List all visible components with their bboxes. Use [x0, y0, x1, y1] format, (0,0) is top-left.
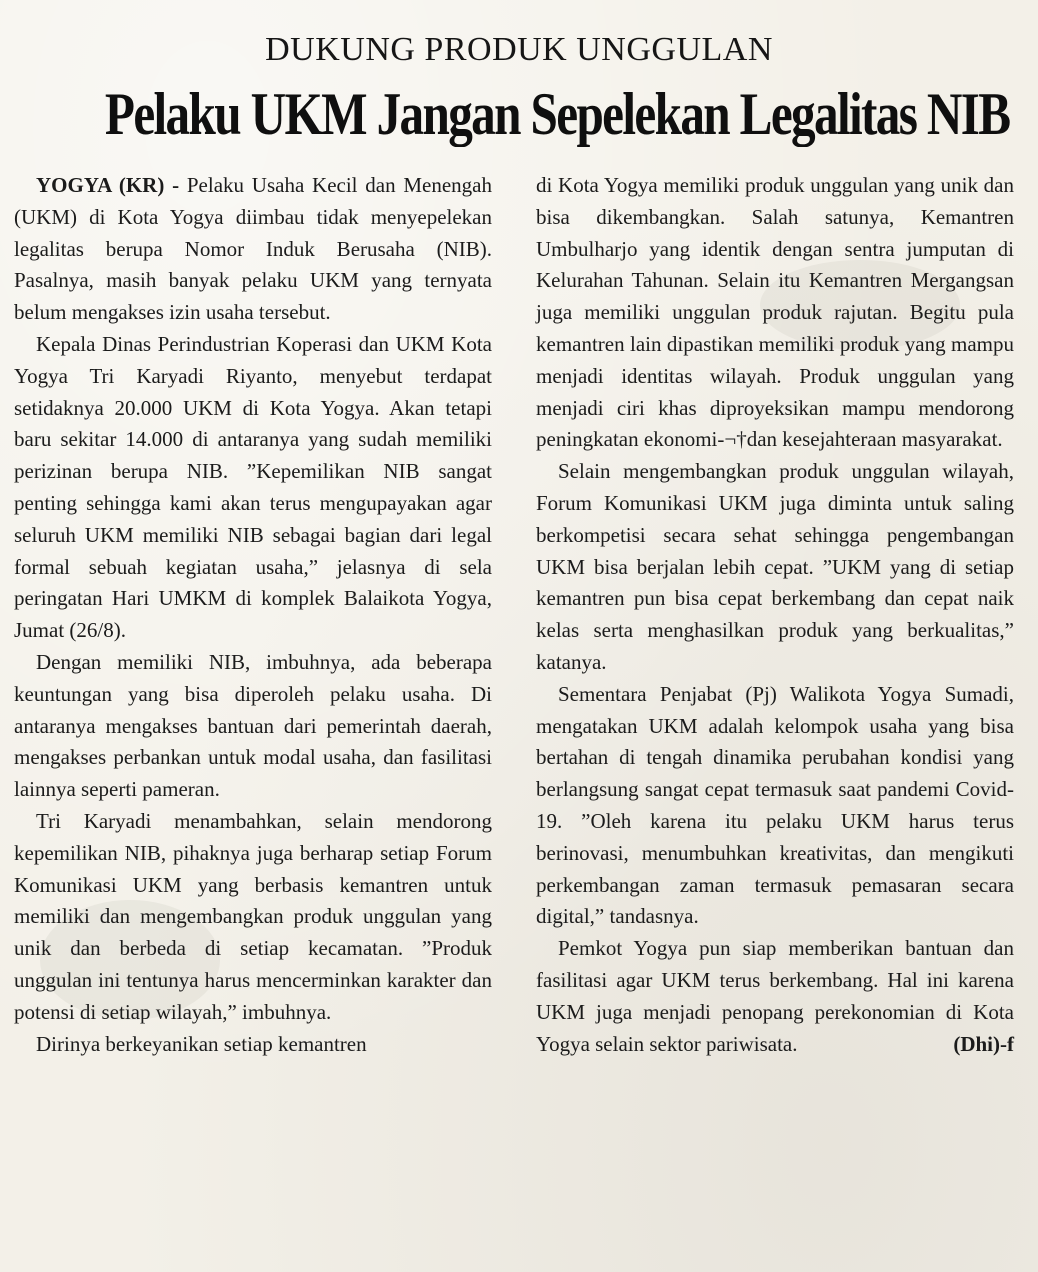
article-paragraph: Kepala Dinas Perindustrian Koperasi dan UKM Kota Yogya Tri Karyadi Riyanto, menyebut terdapat setidaknya 20.000 UKM di Kota Yogya. Akan tetapi baru sekitar 14.000 di antaranya yang sudah memiliki perizinan berupa NIB. ”Kepemilikan NIB sangat penting sehingga kami akan terus mengupayakan agar seluruh UKM memiliki NIB sebagai bagian dari legal formal sebuah kegiatan usaha,” jelasnya di sela peringatan Hari UMKM di komplek Balaikota Yogya, Jumat (26/8).: [14, 331, 492, 643]
article-body: [14, 170, 1014, 1250]
article-paragraph: Dengan memiliki NIB, imbuhnya, ada beberapa keuntungan yang bisa diperoleh pelaku usaha. Di antaranya mengakses bantuan dari pemerintah daerah, mengakses perbankan untuk modal usaha, dan fasilitasi lainnya seperti pameran.: [14, 649, 492, 802]
article-paragraph-text: Pelaku Usaha Kecil dan Menengah (UKM) di Kota Yogya diimbau tidak menyepelekan legalitas berupa Nomor Induk Berusaha (NIB). Pasalnya, masih banyak pelaku UKM yang ternyata belum mengakses izin usaha tersebut.: [14, 173, 492, 325]
article-paragraph: Tri Karyadi menambahkan, selain mendorong kepemilikan NIB, pihaknya juga berharap setiap Forum Komunikasi UKM yang berbasis kemantren untuk memiliki dan mengembangkan produk unggulan yang unik dan berbeda di setiap kecamatan. ”Produk unggulan ini tentunya harus mencerminkan karakter dan potensi di setiap wilayah,” imbuhnya.: [14, 808, 492, 1024]
article-column-left: [14, 170, 492, 1250]
article-kicker: DUKUNG PRODUK UNGGULAN: [265, 31, 773, 68]
article-paragraph: Dirinya berkeyanikan setiap kemantren: [36, 1031, 367, 1056]
article-paragraph: [536, 933, 1014, 1060]
article-paragraph: Sementara Penjabat (Pj) Walikota Yogya Sumadi, mengatakan UKM adalah kelompok usaha yang bisa bertahan di tengah dinamika perubahan kondisi yang berlangsung sangat cepat termasuk saat pandemi Covid-19. ”Oleh karena itu pelaku UKM harus terus berinovasi, menumbuhkan kreativitas, dan mengikuti perkembangan zaman termasuk pemasaran secara digital,” tandasnya.: [536, 681, 1014, 929]
article-paragraph: di Kota Yogya memiliki produk unggulan yang unik dan bisa dikembangkan. Salah satunya, Kemantren Umbulharjo yang identik dengan sentra jumputan di Kelurahan Tahunan. Selain itu Kemantren Mergangsan juga memiliki unggulan produk rajutan. Begitu pula kemantren lain dipastikan memiliki produk yang mampu menjadi identitas wilayah. Produk unggulan yang menjadi ciri khas diproyeksikan mampu mendorong peningkatan ekonomi-¬†dan kesejahteraan masyarakat.: [536, 173, 1014, 452]
article-headline: Pelaku UKM Jangan Sepelekan Legalitas NIB: [104, 81, 1010, 147]
article-byline: (Dhi)-f: [953, 1031, 1014, 1056]
article-dateline: YOGYA (KR) -: [36, 173, 180, 197]
article-paragraph-text: Pemkot Yogya pun siap memberikan bantuan dan fasilitasi agar UKM terus berkembang. Hal ini karena UKM juga menjadi penopang perekonomian di Kota Yogya selain sektor pariwisata.: [536, 936, 1014, 1056]
article-paragraph: Selain mengembangkan produk unggulan wilayah, Forum Komunikasi UKM juga diminta untuk saling berkompetisi secara sehat sehingga pengembangan UKM bisa berjalan lebih cepat. ”UKM yang di setiap kemantren pun bisa cepat berkembang dan cepat naik kelas serta menghasilkan produk yang berkualitas,” katanya.: [536, 459, 1014, 674]
article-paragraph: [14, 170, 492, 329]
article-column-right: [536, 170, 1014, 1250]
